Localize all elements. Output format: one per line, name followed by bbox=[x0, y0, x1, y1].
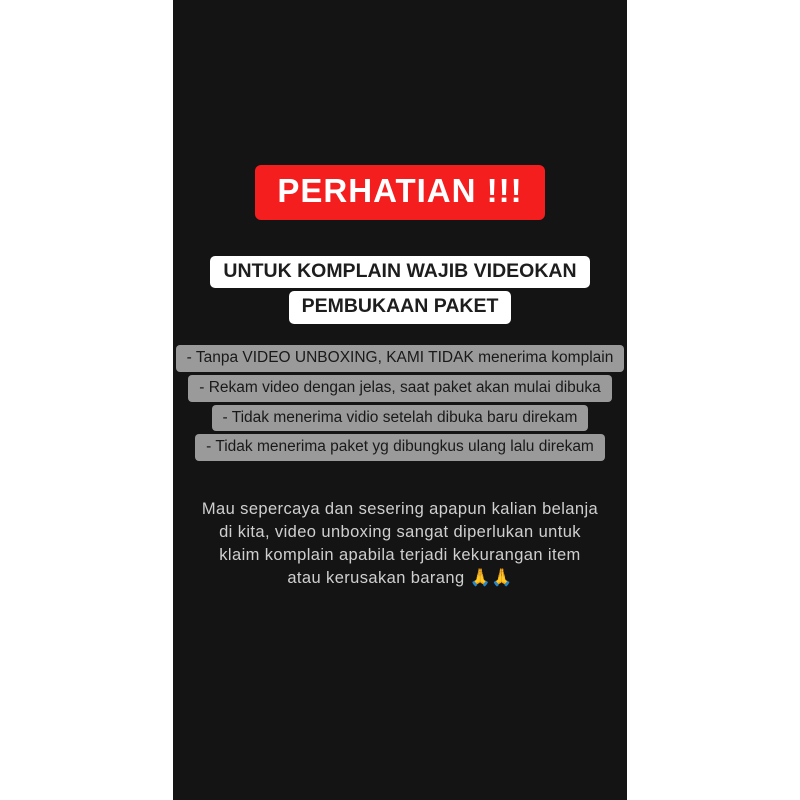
rule-item-4: - Tidak menerima paket yg dibungkus ulang lalu direkam bbox=[195, 434, 605, 461]
story-card bbox=[173, 0, 627, 800]
footer-note bbox=[197, 498, 603, 590]
footer-line-4 bbox=[197, 566, 603, 590]
story-content bbox=[173, 0, 627, 800]
rule-item-2: - Rekam video dengan jelas, saat paket akan mulai dibuka bbox=[188, 375, 612, 402]
subheading-line-1: UNTUK KOMPLAIN WAJIB VIDEOKAN bbox=[210, 256, 589, 288]
attention-headline: PERHATIAN !!! bbox=[255, 165, 544, 220]
rules-list bbox=[173, 345, 627, 464]
rule-item-3: - Tidak menerima vidio setelah dibuka baru direkam bbox=[212, 405, 589, 432]
rule-item-1: - Tanpa VIDEO UNBOXING, KAMI TIDAK menerima komplain bbox=[176, 345, 625, 372]
footer-line-3: klaim komplain apabila terjadi kekurangan item bbox=[219, 545, 581, 564]
praying-hands-icon: 🙏🙏 bbox=[469, 568, 513, 588]
footer-line-4-text: atau kerusakan barang bbox=[287, 569, 465, 588]
footer-line-2: di kita, video unboxing sangat diperlukan untuk bbox=[219, 522, 581, 541]
headline-container bbox=[173, 165, 627, 220]
subheading-line-2: PEMBUKAAN PAKET bbox=[289, 291, 512, 323]
subheading-container bbox=[173, 256, 627, 327]
footer-line-1: Mau sepercaya dan sesering apapun kalian belanja bbox=[201, 500, 599, 518]
